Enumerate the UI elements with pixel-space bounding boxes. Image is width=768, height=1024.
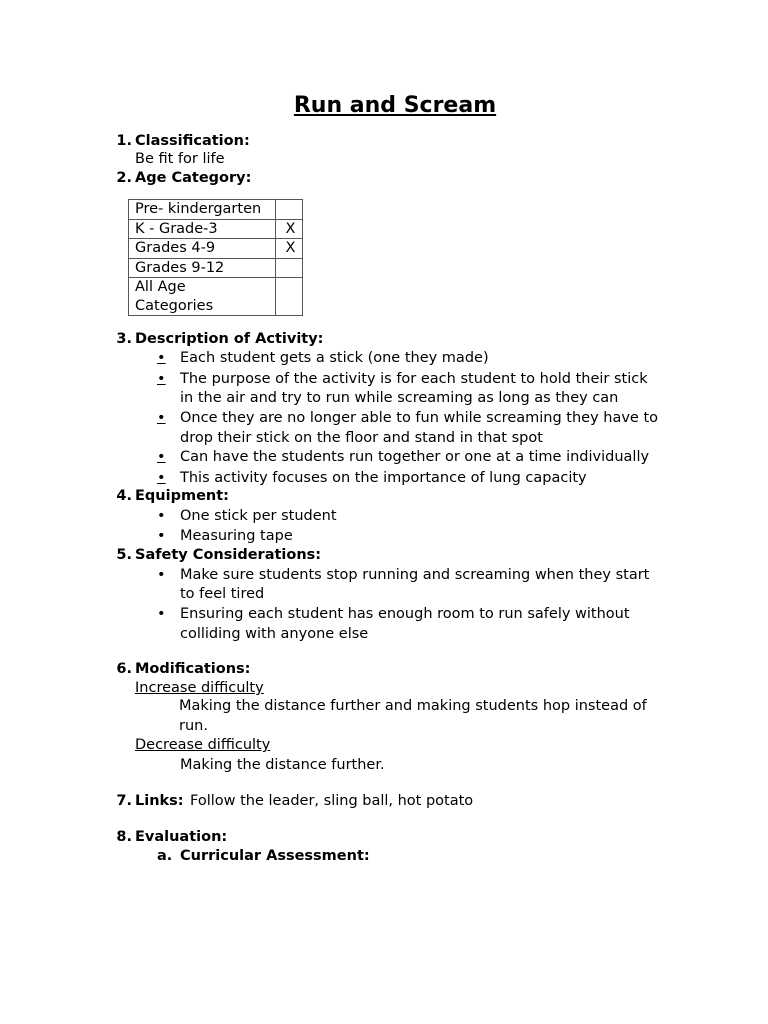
safety-item: Ensuring each student has enough room to run safely without — [180, 606, 630, 622]
age-category-cell: Grades 4-9 — [129, 239, 276, 259]
age-category-cell: Pre- kindergarten — [129, 200, 276, 220]
section-number: 4. — [116, 488, 132, 504]
age-category-cell: K - Grade-3 — [129, 219, 276, 239]
table-row — [129, 219, 303, 239]
decrease-difficulty-text: Making the distance further. — [180, 757, 385, 773]
age-mark-cell — [276, 200, 303, 220]
section-number: 6. — [116, 661, 132, 677]
classification-heading: Classification: — [135, 133, 250, 149]
classification-value: Be fit for life — [135, 151, 225, 167]
modifications-heading: Modifications: — [135, 661, 251, 677]
description-item: The purpose of the activity is for each student to hold their stick — [180, 371, 648, 387]
bullet-icon: • — [157, 350, 166, 366]
description-item: Once they are no longer able to fun while screaming they have to — [180, 410, 659, 426]
bullet-icon: • — [157, 470, 166, 486]
subsection-letter: a. — [157, 848, 173, 864]
bullet-icon: • — [157, 508, 166, 524]
bullet-icon: • — [157, 528, 166, 544]
increase-difficulty-text: Making the distance further and making students hop instead of — [179, 698, 647, 714]
decrease-difficulty-label: Decrease difficulty — [135, 737, 271, 753]
safety-item: Make sure students stop running and screaming when they start — [180, 567, 650, 583]
bullet-icon: • — [157, 606, 166, 622]
age-category-line: All Age — [135, 279, 186, 295]
description-item: Can have the students run together or one at a time individually — [180, 449, 650, 465]
section-number: 1. — [116, 133, 132, 149]
age-mark-cell — [276, 278, 303, 316]
age-category-line: Categories — [135, 297, 214, 314]
increase-difficulty-label: Increase difficulty — [135, 680, 264, 696]
age-category-cell — [129, 278, 276, 316]
equipment-item: Measuring tape — [180, 528, 293, 544]
equipment-item: One stick per student — [180, 508, 337, 524]
age-mark-cell: X — [276, 219, 303, 239]
age-mark-cell: X — [276, 239, 303, 259]
curricular-assessment-heading: Curricular Assessment: — [180, 848, 370, 864]
links-value: Follow the leader, sling ball, hot potato — [190, 793, 474, 809]
description-heading: Description of Activity: — [135, 331, 324, 347]
safety-heading: Safety Considerations: — [135, 547, 322, 563]
section-number: 2. — [116, 170, 132, 186]
age-mark-cell — [276, 258, 303, 278]
table-row — [129, 200, 303, 220]
links-heading: Links: — [135, 793, 184, 809]
bullet-icon: • — [157, 567, 166, 583]
increase-difficulty-text-continuation: run. — [179, 718, 208, 734]
bullet-icon: • — [157, 371, 166, 387]
age-category-heading: Age Category: — [135, 170, 252, 186]
page-title: Run and Scream — [293, 93, 497, 118]
description-item-continuation: drop their stick on the floor and stand in that spot — [180, 430, 543, 446]
equipment-heading: Equipment: — [135, 488, 229, 504]
bullet-icon: • — [157, 410, 166, 426]
age-category-cell: Grades 9-12 — [129, 258, 276, 278]
bullet-icon: • — [157, 449, 166, 465]
safety-item-continuation: colliding with anyone else — [180, 626, 369, 642]
section-number: 8. — [116, 829, 132, 845]
evaluation-heading: Evaluation: — [135, 829, 228, 845]
section-number: 3. — [116, 331, 132, 347]
section-number: 7. — [116, 793, 132, 809]
safety-item-continuation: to feel tired — [180, 586, 265, 602]
age-category-table — [128, 199, 303, 316]
table-row — [129, 239, 303, 259]
description-item: Each student gets a stick (one they made) — [180, 350, 489, 366]
section-number: 5. — [116, 547, 132, 563]
table-row — [129, 278, 303, 316]
description-item-continuation: in the air and try to run while screaming as long as they can — [180, 390, 619, 406]
table-row — [129, 258, 303, 278]
description-item: This activity focuses on the importance of lung capacity — [180, 470, 587, 486]
